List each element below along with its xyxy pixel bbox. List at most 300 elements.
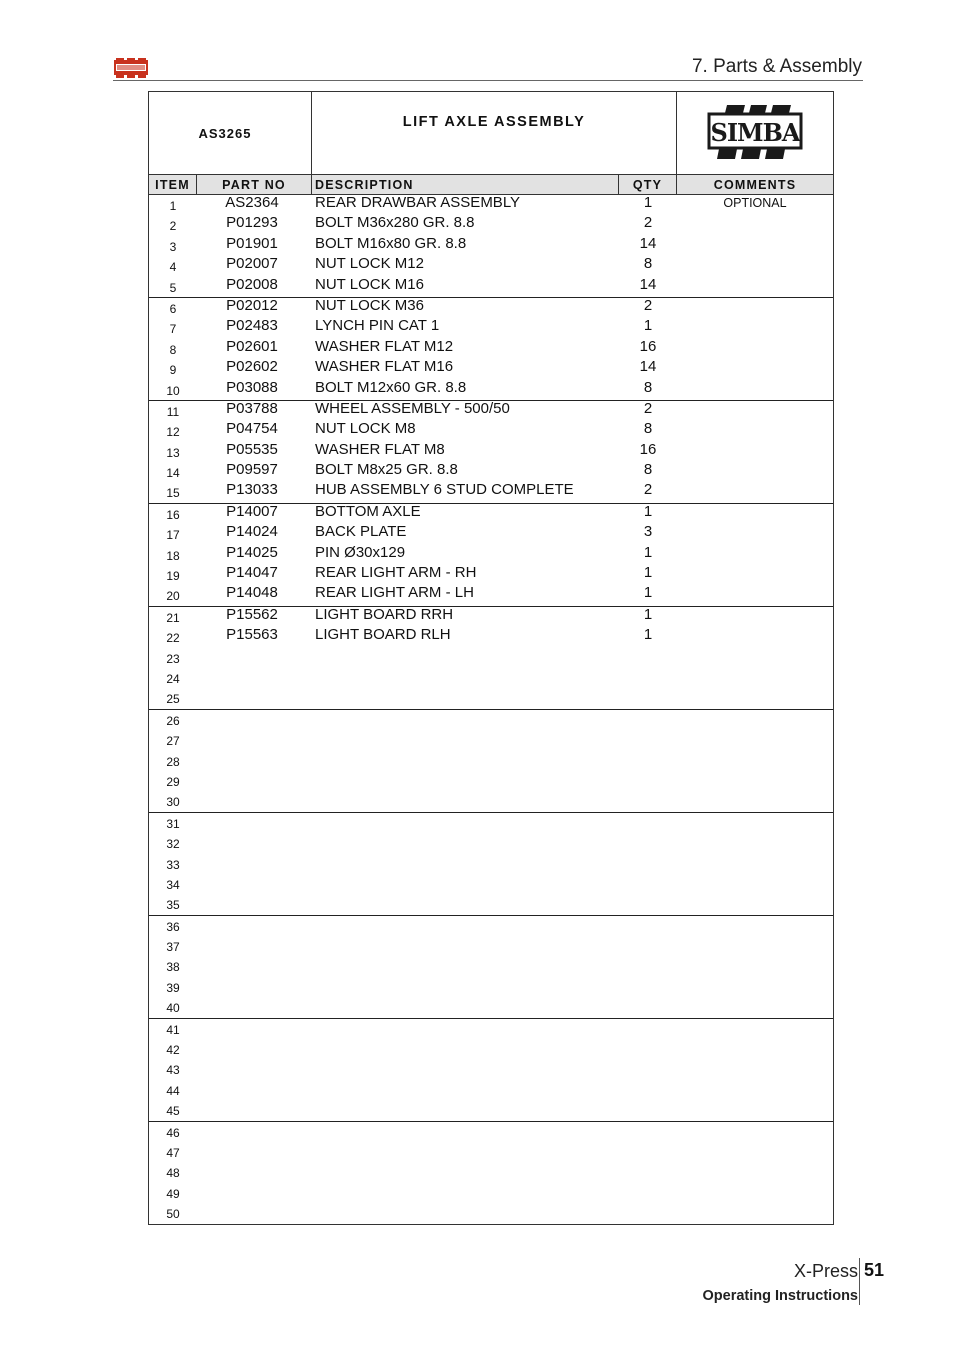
cell-description <box>312 1039 619 1059</box>
simba-logo-icon <box>113 58 149 78</box>
cell-description: REAR LIGHT ARM - RH <box>315 565 477 582</box>
cell-comments <box>677 1183 833 1203</box>
cell-part-no <box>197 916 312 936</box>
table-row <box>149 791 833 811</box>
cell-item: 25 <box>166 692 180 707</box>
cell-item: 10 <box>166 383 180 398</box>
cell-item: 27 <box>166 734 180 749</box>
cell-part-no <box>197 956 312 976</box>
cell-description <box>312 977 619 997</box>
cell-part-no <box>197 648 312 668</box>
cell-item: 34 <box>166 877 180 892</box>
cell-item: 22 <box>166 631 180 646</box>
cell-item: 42 <box>166 1043 180 1058</box>
cell-description: REAR LIGHT ARM - LH <box>315 585 474 602</box>
cell-part-no <box>197 688 312 708</box>
cell-comments <box>677 421 833 441</box>
cell-comments <box>677 977 833 997</box>
cell-comments <box>677 648 833 668</box>
cell-qty: 1 <box>643 606 653 623</box>
table-row <box>149 380 833 400</box>
cell-comments <box>677 1059 833 1079</box>
cell-qty <box>619 874 677 894</box>
cell-comments <box>677 936 833 956</box>
col-item: ITEM <box>149 175 197 194</box>
cell-item: 1 <box>169 199 177 213</box>
cell-part-no <box>197 894 312 914</box>
cell-comments <box>677 1039 833 1059</box>
cell-qty <box>619 710 677 730</box>
cell-qty <box>619 1100 677 1120</box>
cell-description: NUT LOCK M36 <box>315 297 424 314</box>
cell-comments <box>677 833 833 853</box>
cell-item: 14 <box>166 466 180 481</box>
cell-description: BOLT M36x280 GR. 8.8 <box>315 215 475 232</box>
cell-part-no: P09597 <box>226 462 278 479</box>
cell-description: WASHER FLAT M8 <box>315 441 445 458</box>
cell-part-no: P02601 <box>226 338 278 355</box>
table-row <box>149 854 833 874</box>
cell-qty <box>619 751 677 771</box>
cell-comments <box>677 585 833 605</box>
cell-description <box>312 1100 619 1120</box>
table-row <box>149 751 833 771</box>
table-row <box>149 997 833 1017</box>
cell-qty: 1 <box>643 503 653 520</box>
cell-description <box>312 710 619 730</box>
cell-qty <box>619 730 677 750</box>
section-title: 7. Parts & Assembly <box>691 56 862 77</box>
cell-item: 18 <box>166 548 180 563</box>
cell-part-no <box>197 1059 312 1079</box>
cell-qty: 16 <box>639 338 657 355</box>
row-group <box>149 1019 833 1122</box>
cell-part-no: P02483 <box>226 318 278 335</box>
cell-item: 35 <box>166 898 180 913</box>
table-row <box>149 607 833 627</box>
cell-part-no: P02007 <box>226 256 278 273</box>
cell-item: 50 <box>166 1207 180 1222</box>
cell-part-no: P05535 <box>226 441 278 458</box>
cell-description <box>312 916 619 936</box>
table-row <box>149 1203 833 1223</box>
table-row <box>149 298 833 318</box>
logo-text: SIMBA <box>710 118 800 147</box>
cell-qty: 2 <box>643 215 653 232</box>
table-row <box>149 195 833 215</box>
cell-item: 2 <box>169 219 177 234</box>
assembly-code: AS3265 <box>149 92 312 174</box>
cell-qty <box>619 1142 677 1162</box>
cell-item: 20 <box>166 589 180 604</box>
cell-description <box>312 936 619 956</box>
cell-part-no: P02008 <box>226 276 278 293</box>
cell-description: NUT LOCK M8 <box>315 421 416 438</box>
table-row <box>149 1183 833 1203</box>
row-group <box>149 504 833 607</box>
cell-comments: OPTIONAL <box>723 196 787 210</box>
cell-comments <box>677 339 833 359</box>
cell-description <box>312 688 619 708</box>
cell-part-no <box>197 1019 312 1039</box>
cell-comments <box>677 607 833 627</box>
cell-item: 44 <box>166 1083 180 1098</box>
table-row <box>149 1162 833 1182</box>
cell-description: BOLT M16x80 GR. 8.8 <box>315 235 467 252</box>
assembly-name: LIFT AXLE ASSEMBLY <box>312 92 677 174</box>
cell-qty: 1 <box>643 544 653 561</box>
cell-item: 32 <box>166 837 180 852</box>
cell-item: 49 <box>166 1186 180 1201</box>
row-group <box>149 298 833 401</box>
cell-item: 7 <box>169 322 177 337</box>
cell-description: WHEEL ASSEMBLY - 500/50 <box>315 400 510 417</box>
cell-qty <box>619 916 677 936</box>
cell-qty: 16 <box>639 441 657 458</box>
cell-qty: 8 <box>643 379 653 396</box>
cell-qty <box>619 1019 677 1039</box>
table-row <box>149 1039 833 1059</box>
cell-item: 21 <box>166 610 180 625</box>
cell-item: 40 <box>166 1001 180 1016</box>
table-row <box>149 359 833 379</box>
table-row <box>149 318 833 338</box>
cell-part-no <box>197 1162 312 1182</box>
table-row <box>149 1019 833 1039</box>
cell-comments <box>677 401 833 421</box>
col-description: DESCRIPTION <box>312 175 619 194</box>
cell-comments <box>677 462 833 482</box>
cell-part-no <box>197 1183 312 1203</box>
table-row <box>149 339 833 359</box>
table-row <box>149 894 833 914</box>
cell-comments <box>677 545 833 565</box>
cell-comments <box>677 751 833 771</box>
cell-item: 4 <box>169 260 177 275</box>
cell-comments <box>677 1203 833 1223</box>
cell-description <box>312 874 619 894</box>
cell-comments <box>677 1019 833 1039</box>
cell-item: 9 <box>169 363 177 378</box>
cell-part-no <box>197 813 312 833</box>
cell-qty: 2 <box>643 297 653 314</box>
cell-comments <box>677 813 833 833</box>
cell-part-no <box>197 791 312 811</box>
cell-part-no: P14048 <box>226 585 278 602</box>
cell-item: 36 <box>166 919 180 934</box>
cell-part-no: AS2364 <box>225 195 279 211</box>
cell-qty <box>619 854 677 874</box>
cell-comments <box>677 874 833 894</box>
header-divider <box>113 80 863 81</box>
cell-part-no: P04754 <box>226 421 278 438</box>
cell-qty: 8 <box>643 421 653 438</box>
cell-qty <box>619 813 677 833</box>
cell-item: 24 <box>166 671 180 686</box>
cell-part-no <box>197 1039 312 1059</box>
table-row <box>149 421 833 441</box>
table-row <box>149 668 833 688</box>
table-row <box>149 833 833 853</box>
table-row <box>149 1142 833 1162</box>
cell-qty <box>619 688 677 708</box>
cell-qty <box>619 833 677 853</box>
cell-part-no: P01293 <box>226 215 278 232</box>
cell-part-no: P14047 <box>226 565 278 582</box>
cell-description <box>312 1162 619 1182</box>
cell-description: NUT LOCK M16 <box>315 276 424 293</box>
cell-comments <box>677 215 833 235</box>
cell-description: WASHER FLAT M16 <box>315 359 454 376</box>
cell-description: LIGHT BOARD RLH <box>315 627 451 644</box>
cell-description: BACK PLATE <box>315 524 407 541</box>
cell-description <box>312 813 619 833</box>
row-group <box>149 607 833 710</box>
cell-description: BOLT M8x25 GR. 8.8 <box>315 462 458 479</box>
cell-description <box>312 1183 619 1203</box>
cell-comments <box>677 894 833 914</box>
cell-part-no <box>197 1203 312 1223</box>
table-row <box>149 813 833 833</box>
cell-item: 29 <box>166 774 180 789</box>
cell-item: 12 <box>166 425 180 440</box>
cell-qty: 1 <box>643 627 653 644</box>
cell-comments <box>677 236 833 256</box>
cell-part-no: P14025 <box>226 544 278 561</box>
cell-qty: 1 <box>643 195 653 211</box>
footer-subtitle: Operating Instructions <box>702 1288 858 1304</box>
cell-qty <box>619 1039 677 1059</box>
cell-description <box>312 1142 619 1162</box>
row-group <box>149 813 833 916</box>
cell-item: 3 <box>169 239 177 254</box>
cell-description <box>312 668 619 688</box>
cell-item: 15 <box>166 486 180 501</box>
cell-part-no: P03788 <box>226 400 278 417</box>
cell-qty: 2 <box>643 482 653 499</box>
table-row <box>149 524 833 544</box>
table-row <box>149 977 833 997</box>
table-row <box>149 277 833 297</box>
cell-description <box>312 791 619 811</box>
table-row <box>149 585 833 605</box>
cell-comments <box>677 854 833 874</box>
cell-description <box>312 997 619 1017</box>
table-row <box>149 730 833 750</box>
table-row <box>149 482 833 502</box>
cell-qty <box>619 1059 677 1079</box>
cell-qty <box>619 1080 677 1100</box>
cell-qty: 1 <box>643 585 653 602</box>
cell-comments <box>677 482 833 502</box>
cell-item: 46 <box>166 1125 180 1140</box>
cell-comments <box>677 565 833 585</box>
parts-list-sheet <box>148 91 834 1225</box>
page-number: 51 <box>864 1260 885 1280</box>
table-row <box>149 462 833 482</box>
cell-item: 31 <box>166 816 180 831</box>
cell-comments <box>677 1100 833 1120</box>
cell-description <box>312 854 619 874</box>
cell-comments <box>677 524 833 544</box>
cell-qty: 2 <box>643 400 653 417</box>
cell-qty <box>619 1122 677 1142</box>
table-row <box>149 256 833 276</box>
cell-description <box>312 730 619 750</box>
cell-description <box>312 648 619 668</box>
cell-comments <box>677 442 833 462</box>
cell-item: 11 <box>166 404 180 419</box>
cell-item: 19 <box>166 569 180 584</box>
cell-comments <box>677 730 833 750</box>
cell-part-no <box>197 751 312 771</box>
cell-description <box>312 771 619 791</box>
cell-qty: 8 <box>643 462 653 479</box>
cell-part-no: P03088 <box>226 379 278 396</box>
cell-description <box>312 1203 619 1223</box>
cell-part-no <box>197 874 312 894</box>
cell-item: 37 <box>166 940 180 955</box>
cell-description <box>312 956 619 976</box>
table-row <box>149 1100 833 1120</box>
cell-description <box>312 894 619 914</box>
cell-part-no: P02012 <box>226 297 278 314</box>
cell-comments <box>677 997 833 1017</box>
cell-part-no: P13033 <box>226 482 278 499</box>
cell-part-no <box>197 730 312 750</box>
title-logo <box>677 92 833 174</box>
cell-part-no: P02602 <box>226 359 278 376</box>
cell-qty <box>619 791 677 811</box>
cell-item: 47 <box>166 1145 180 1160</box>
cell-qty <box>619 1203 677 1223</box>
cell-qty <box>619 668 677 688</box>
cell-qty <box>619 997 677 1017</box>
cell-item: 13 <box>166 445 180 460</box>
cell-part-no <box>197 997 312 1017</box>
cell-description: LYNCH PIN CAT 1 <box>315 318 440 335</box>
cell-item: 8 <box>169 342 177 357</box>
cell-comments <box>677 256 833 276</box>
cell-description <box>312 1059 619 1079</box>
table-row <box>149 442 833 462</box>
cell-description: BOLT M12x60 GR. 8.8 <box>315 379 467 396</box>
cell-item: 45 <box>166 1104 180 1119</box>
cell-comments <box>677 277 833 297</box>
cell-item: 43 <box>166 1063 180 1078</box>
cell-qty: 1 <box>643 318 653 335</box>
table-row <box>149 916 833 936</box>
cell-item: 38 <box>166 960 180 975</box>
cell-comments <box>677 380 833 400</box>
cell-item: 41 <box>166 1022 180 1037</box>
cell-comments <box>677 668 833 688</box>
cell-description: PIN Ø30x129 <box>315 544 406 561</box>
cell-item: 17 <box>166 528 180 543</box>
cell-description <box>312 751 619 771</box>
cell-part-no <box>197 668 312 688</box>
cell-item: 30 <box>166 795 180 810</box>
cell-qty: 14 <box>639 276 657 293</box>
cell-comments <box>677 504 833 524</box>
cell-item: 28 <box>166 754 180 769</box>
table-row <box>149 936 833 956</box>
cell-comments <box>677 1162 833 1182</box>
cell-part-no <box>197 710 312 730</box>
cell-item: 33 <box>166 857 180 872</box>
cell-description: REAR DRAWBAR ASSEMBLY <box>315 195 521 211</box>
cell-comments <box>677 359 833 379</box>
cell-part-no <box>197 1080 312 1100</box>
cell-item: 48 <box>166 1166 180 1181</box>
cell-part-no <box>197 1142 312 1162</box>
cell-comments <box>677 956 833 976</box>
cell-qty: 8 <box>643 256 653 273</box>
cell-description <box>312 1122 619 1142</box>
cell-part-no <box>197 1122 312 1142</box>
cell-qty <box>619 936 677 956</box>
row-group <box>149 710 833 813</box>
table-row <box>149 874 833 894</box>
cell-description: WASHER FLAT M12 <box>315 338 454 355</box>
row-group <box>149 916 833 1019</box>
cell-comments <box>677 1080 833 1100</box>
table-body <box>149 195 833 1224</box>
cell-qty: 14 <box>639 359 657 376</box>
cell-comments <box>677 627 833 647</box>
cell-comments <box>677 710 833 730</box>
cell-part-no: P01901 <box>226 235 278 252</box>
table-row <box>149 627 833 647</box>
cell-qty <box>619 1162 677 1182</box>
cell-part-no <box>197 771 312 791</box>
row-group <box>149 195 833 298</box>
table-row <box>149 956 833 976</box>
cell-qty <box>619 977 677 997</box>
cell-part-no: P14007 <box>226 503 278 520</box>
cell-qty: 1 <box>643 565 653 582</box>
cell-item: 5 <box>169 280 177 295</box>
col-comments: COMMENTS <box>713 177 797 192</box>
cell-part-no: P14024 <box>226 524 278 541</box>
cell-comments <box>677 1142 833 1162</box>
row-group <box>149 401 833 504</box>
cell-item: 39 <box>166 980 180 995</box>
cell-comments <box>677 298 833 318</box>
simba-brand-logo-icon <box>705 101 805 165</box>
cell-qty <box>619 648 677 668</box>
cell-part-no <box>197 1100 312 1120</box>
table-row <box>149 504 833 524</box>
table-row <box>149 1122 833 1142</box>
table-row <box>149 565 833 585</box>
footer <box>703 1260 859 1304</box>
cell-qty <box>619 956 677 976</box>
table-row <box>149 236 833 256</box>
cell-qty <box>619 894 677 914</box>
cell-qty: 3 <box>643 524 653 541</box>
cell-description <box>312 1019 619 1039</box>
cell-description: LIGHT BOARD RRH <box>315 606 454 623</box>
cell-part-no <box>197 854 312 874</box>
cell-qty <box>619 1183 677 1203</box>
table-row <box>149 771 833 791</box>
row-group <box>149 1122 833 1224</box>
table-row <box>149 688 833 708</box>
cell-description: NUT LOCK M12 <box>315 256 424 273</box>
cell-comments <box>677 318 833 338</box>
cell-part-no <box>197 936 312 956</box>
